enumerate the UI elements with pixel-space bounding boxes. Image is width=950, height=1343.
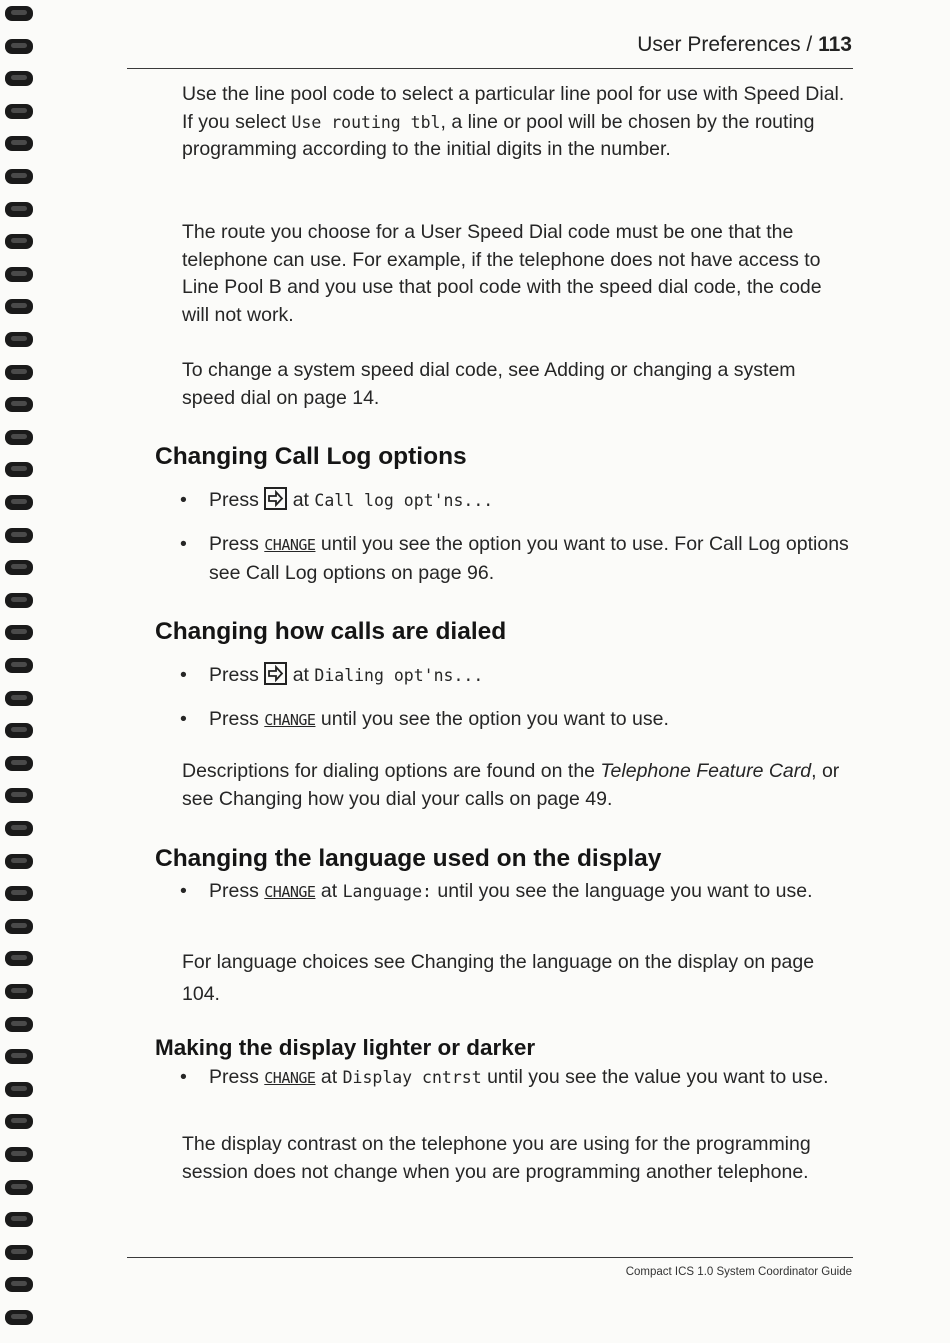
binding-ring <box>5 332 33 347</box>
binding-ring <box>5 1245 33 1260</box>
binding-ring <box>5 560 33 575</box>
bullet-text: at <box>315 880 343 902</box>
binding-ring <box>5 1212 33 1227</box>
change-key: CHANGE <box>264 883 316 901</box>
bullet-dot: • <box>180 708 187 730</box>
page-number: 113 <box>818 33 852 56</box>
bullet-text: until you see the value you want to use. <box>481 1066 829 1088</box>
binding-ring <box>5 397 33 412</box>
header-rule <box>127 68 853 69</box>
binding-ring <box>5 495 33 510</box>
paragraph-system-speed-dial: To change a system speed dial code, see Adding or changing a system speed dial on page 14. <box>182 359 796 409</box>
bullet-dot: • <box>180 489 187 511</box>
change-key: CHANGE <box>264 536 316 554</box>
binding-ring <box>5 1082 33 1097</box>
bullet-dot: • <box>180 880 187 902</box>
display-code: Use routing tbl <box>291 112 441 132</box>
binding-ring <box>5 788 33 803</box>
bullet-text: Press <box>209 1066 259 1088</box>
paragraph-dialing-descriptions <box>182 758 850 813</box>
binding-ring <box>5 6 33 21</box>
binding-ring <box>5 756 33 771</box>
binding-ring <box>5 39 33 54</box>
binding-ring <box>5 886 33 901</box>
list-item <box>180 1063 848 1123</box>
binding-ring <box>5 625 33 640</box>
binding-ring <box>5 71 33 86</box>
binding-ring <box>5 821 33 836</box>
feature-card-title: Telephone Feature Card <box>600 760 812 782</box>
binding-ring <box>5 723 33 738</box>
binding-ring <box>5 854 33 869</box>
display-code: Call log opt'ns... <box>314 491 494 510</box>
binding-ring <box>5 365 33 380</box>
page-header <box>637 33 852 57</box>
paragraph-text: Use the line pool code to select a particular line pool for use with Speed Dial. If you select <box>182 83 845 133</box>
binding-ring <box>5 1114 33 1129</box>
binding-ring <box>5 1310 33 1325</box>
bullet-dot: • <box>180 1066 187 1088</box>
paragraph-text: , a line or pool will be chosen by the routing programming according to the initial digits in the number. <box>182 110 815 160</box>
bullet-text: Press <box>209 708 259 730</box>
paragraph-text: Descriptions for dialing options are found on the <box>182 760 601 782</box>
bullet-text: until you see the language you want to use. <box>431 880 813 902</box>
bullet-dot: • <box>180 664 187 686</box>
binding-ring <box>5 528 33 543</box>
binding-ring <box>5 1049 33 1064</box>
binding-ring <box>5 299 33 314</box>
list-item <box>180 530 848 590</box>
bullet-text: at <box>292 489 309 511</box>
binding-ring <box>5 919 33 934</box>
paragraph-text: , or see Changing how you dial your calls on page 49. <box>182 760 840 810</box>
binding-ring <box>5 136 33 151</box>
binding-ring <box>5 169 33 184</box>
bullet-text: Press <box>209 533 259 555</box>
heading-language: Changing the language used on the display <box>155 845 662 872</box>
heading-contrast: Making the display lighter or darker <box>155 1035 536 1060</box>
binding-ring <box>5 202 33 217</box>
paragraph-contrast: The display contrast on the telephone you are using for the programming session does not change when you are programming another telephone. <box>182 1133 811 1183</box>
bullet-text: Press <box>209 880 259 902</box>
bullet-text: until you see the option you want to use. <box>315 708 669 730</box>
binding-ring <box>5 267 33 282</box>
binding-ring <box>5 1017 33 1032</box>
display-code: Language: <box>342 882 432 901</box>
paragraph-route: The route you choose for a User Speed Dial code must be one that the telephone can use. For example, if the telephone does not have access to Line Pool B and you use that pool code with the speed dial code, the code will not work. <box>182 221 822 326</box>
bullet-text: at <box>315 1066 343 1088</box>
binding-ring <box>5 234 33 249</box>
footer-rule <box>127 1257 853 1258</box>
header-section: User Preferences / <box>637 33 819 56</box>
display-code: Dialing opt'ns... <box>314 666 484 685</box>
binding-ring <box>5 984 33 999</box>
binding-ring <box>5 462 33 477</box>
heading-dialing: Changing how calls are dialed <box>155 618 507 645</box>
binding-ring <box>5 104 33 119</box>
bullet-dot: • <box>180 533 187 555</box>
binding-ring <box>5 1180 33 1195</box>
arrow-key-icon <box>264 487 287 510</box>
heading-call-log: Changing Call Log options <box>155 443 467 470</box>
binding-ring <box>5 951 33 966</box>
bullet-text: at <box>292 664 309 686</box>
arrow-key-icon <box>264 662 287 685</box>
bullet-text: Press <box>209 489 259 511</box>
page-footer: Compact ICS 1.0 System Coordinator Guide <box>625 1266 852 1278</box>
binding-ring <box>5 1277 33 1292</box>
binding-ring <box>5 593 33 608</box>
paragraph-line-pool <box>182 81 850 164</box>
change-key: CHANGE <box>264 1069 316 1087</box>
display-code: Display cntrst <box>342 1068 482 1087</box>
binding-ring <box>5 658 33 673</box>
binding-ring <box>5 430 33 445</box>
binding-ring <box>5 1147 33 1162</box>
spiral-binding <box>0 0 40 1343</box>
change-key: CHANGE <box>264 711 316 729</box>
bullet-text: until you see the option you want to use. For Call Log options see Call Log options on page 96. <box>209 533 849 584</box>
paragraph-language-choices: For language choices see Changing the language on the display on page 104. <box>182 951 815 1005</box>
bullet-text: Press <box>209 664 259 686</box>
binding-ring <box>5 691 33 706</box>
list-item <box>180 877 848 937</box>
